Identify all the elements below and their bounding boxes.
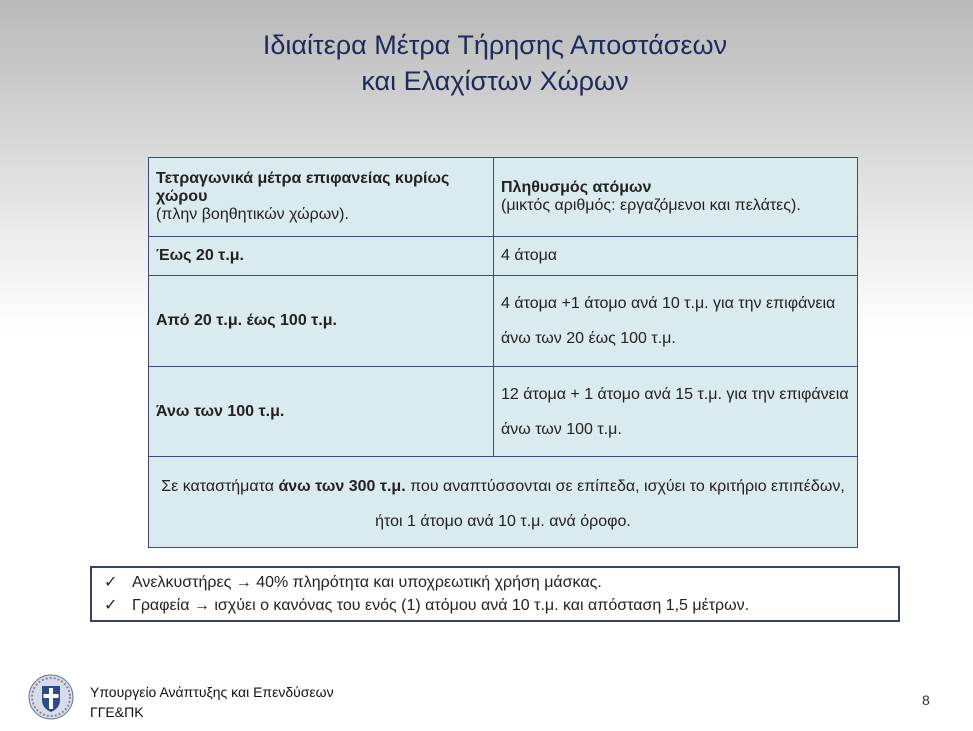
note-text: Ανελκυστήρες → 40% πληρότητα και υποχρεωτική χρήση μάσκας.	[132, 574, 602, 591]
persons-cell: 4 άτομα +1 άτομο ανά 10 τ.μ. για την επιφάνεια άνω των 20 έως 100 τ.μ.	[494, 276, 858, 367]
header-area-cell	[149, 158, 494, 237]
area-cell: Έως 20 τ.μ.	[149, 237, 494, 276]
ministry-name: Υπουργείο Ανάπτυξης και Επενδύσεων	[90, 684, 334, 700]
large-stores-rule-cell	[149, 457, 858, 548]
persons-cell: 4 άτομα	[494, 237, 858, 276]
table-row	[149, 367, 858, 457]
ministry-block	[90, 682, 334, 722]
checkmark-icon: ✓	[104, 574, 118, 591]
hellenic-republic-emblem-icon	[28, 674, 74, 720]
slide-title-line-1: Ιδιαίτερα Μέτρα Τήρησης Αποστάσεων	[262, 30, 728, 60]
area-cell: Από 20 τ.μ. έως 100 τ.μ.	[149, 276, 494, 367]
header-persons-note: (μικτός αριθμός: εργαζόμενοι και πελάτες).	[501, 197, 801, 214]
header-area-title: Τετραγωνικά μέτρα επιφανείας κυρίως χώρου	[156, 170, 450, 205]
table-row	[149, 276, 858, 367]
header-area-note: (πλην βοηθητικών χώρων).	[156, 206, 349, 223]
slide-title	[0, 27, 973, 99]
table-footer-row	[149, 457, 858, 548]
rule-text-post: που αναπτύσσονται σε επίπεδα, ισχύει το κριτήριο επιπέδων, ήτοι 1 άτομο ανά 10 τ.μ. ανά όροφο.	[375, 478, 845, 530]
note-item-elevators	[92, 571, 898, 594]
header-persons-title: Πληθυσμός ατόμων	[501, 179, 652, 196]
slide-title-line-2: και Ελαχίστων Χώρων	[361, 66, 629, 96]
area-cell: Άνω των 100 τ.μ.	[149, 367, 494, 457]
page-number: 8	[922, 692, 930, 708]
note-item-offices	[92, 594, 898, 617]
rule-text-bold: άνω των 300 τ.μ.	[278, 478, 406, 495]
notes-box	[90, 566, 900, 622]
header-persons-cell	[494, 158, 858, 237]
note-text: Γραφεία → ισχύει ο κανόνας του ενός (1) ατόμου ανά 10 τ.μ. και απόσταση 1,5 μέτρων.	[132, 597, 750, 614]
table-row	[149, 237, 858, 276]
table-header-row	[149, 158, 858, 237]
ministry-unit: ΓΓΕ&ΠΚ	[90, 704, 144, 720]
checkmark-icon: ✓	[104, 597, 118, 614]
capacity-table	[148, 157, 858, 548]
persons-cell: 12 άτομα + 1 άτομο ανά 15 τ.μ. για την επιφάνεια άνω των 100 τ.μ.	[494, 367, 858, 457]
rule-text-pre: Σε καταστήματα	[161, 478, 279, 495]
